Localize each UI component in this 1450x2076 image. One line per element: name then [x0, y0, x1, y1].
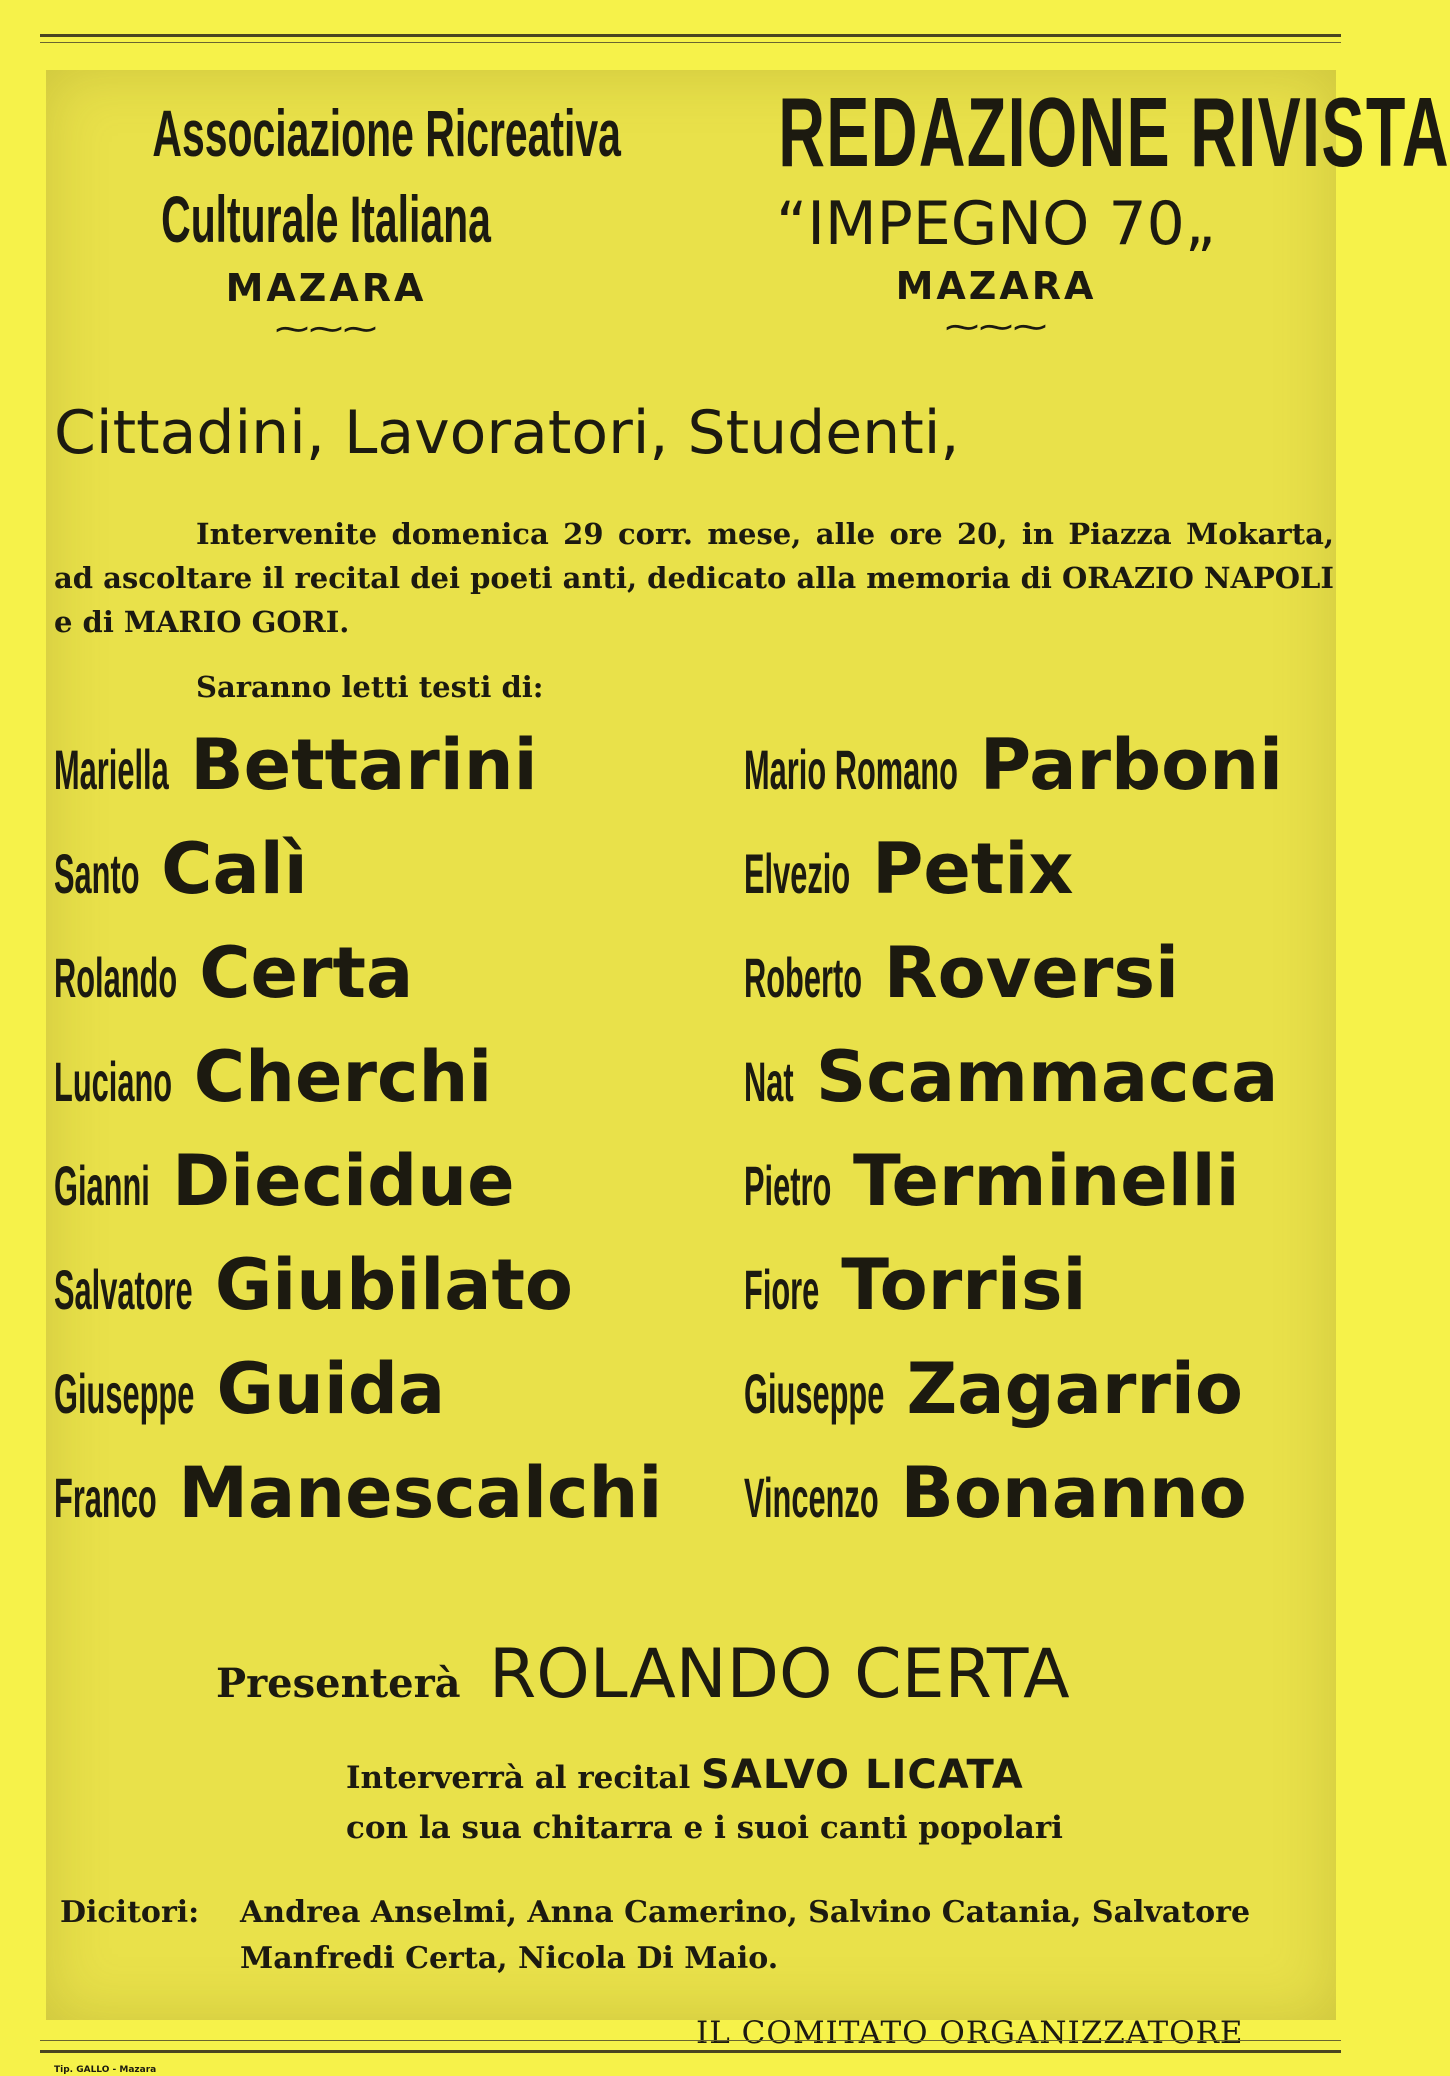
guest-prefix: Interverrà al recital: [346, 1760, 691, 1796]
header-left-line1: Associazione Ricreativa: [152, 96, 621, 170]
dicitori-names: Andrea Anselmi, Anna Camerino, Salvino Catania, Salvatore Manfredi Certa, Nicola Di Maio.: [240, 1895, 1251, 1976]
poet-name: [744, 1032, 1278, 1127]
dicitori-label: Dicitori:: [60, 1895, 200, 1930]
poet-name: [744, 928, 1179, 1023]
poet-last-name: Bettarini: [190, 724, 538, 806]
poet-name: [54, 1240, 573, 1335]
poet-last-name: Certa: [199, 932, 414, 1014]
printer-credit: Tip. GALLO - Mazara: [54, 2065, 157, 2075]
poet-last-name: Diecidue: [172, 1140, 515, 1222]
poet-last-name: Zagarrio: [906, 1348, 1243, 1430]
guest-suffix: con la sua chitarra e i suoi canti popolari: [346, 1810, 1063, 1846]
poet-name: [54, 720, 538, 815]
poet-first-name: Luciano: [54, 1050, 173, 1113]
poet-first-name: Giuseppe: [54, 1362, 195, 1425]
header-left-line2: Culturale Italiana: [161, 182, 491, 256]
poet-row: [54, 1032, 1344, 1132]
poet-first-name: Nat: [744, 1050, 794, 1113]
poet-first-name: Mariella: [54, 738, 169, 801]
poet-name: [54, 824, 308, 919]
swash-ornament-icon: ⁓⁓⁓: [275, 310, 377, 348]
poet-first-name: Elvezio: [744, 842, 851, 905]
bottom-rule-thin: [40, 2040, 1341, 2041]
top-rule: [40, 34, 1341, 37]
guest-block: [346, 1750, 1063, 1853]
bottom-rule: [40, 2050, 1341, 2053]
poet-first-name: Rolando: [54, 946, 178, 1009]
appeal-heading: Cittadini, Lavoratori, Studenti,: [54, 398, 960, 468]
poet-name: [54, 1032, 492, 1127]
poet-name: [54, 1344, 445, 1439]
header-left-city: MAZARA: [225, 266, 427, 310]
poet-name: [744, 720, 1283, 815]
poet-last-name: Parboni: [979, 724, 1284, 806]
poet-first-name: Franco: [54, 1466, 157, 1529]
swash-ornament-icon: ⁓⁓⁓: [945, 308, 1047, 346]
poet-last-name: Torrisi: [841, 1244, 1087, 1326]
invitation-text: Intervenite domenica 29 corr. mese, alle ore 20, in Piazza Mokarta, ad ascoltare il recital dei poeti anti, dedicato alla memoria di ORAZIO NAPOLI e di MARIO GORI.: [54, 517, 1334, 639]
poet-last-name: Roversi: [883, 932, 1179, 1014]
guest-line1: [346, 1750, 1063, 1803]
poet-row: [54, 1240, 1344, 1340]
poet-first-name: Mario Romano: [744, 738, 958, 801]
poet-last-name: Terminelli: [853, 1140, 1240, 1222]
presenter-line: [216, 1635, 1070, 1714]
poet-first-name: Gianni: [54, 1154, 150, 1217]
committee-signature: IL COMITATO ORGANIZZATORE: [696, 2015, 1244, 2051]
poet-row: [54, 928, 1344, 1028]
poet-row: [54, 1344, 1344, 1444]
poet-name: [744, 1136, 1240, 1231]
invitation-paragraph: [54, 512, 1334, 644]
poet-name: [54, 1136, 515, 1231]
header-right: [666, 76, 1450, 346]
header-right-line2: “IMPEGNO 70„: [776, 189, 1216, 259]
poet-name: [54, 928, 413, 1023]
poet-first-name: Pietro: [744, 1154, 832, 1217]
poet-first-name: Vincenzo: [744, 1466, 879, 1529]
poet-last-name: Scammacca: [815, 1036, 1279, 1118]
poet-last-name: Giubilato: [214, 1244, 573, 1326]
poet-row: [54, 720, 1344, 820]
poet-last-name: Calì: [161, 828, 308, 910]
poet-row: [54, 1136, 1344, 1236]
poet-last-name: Petix: [872, 828, 1074, 910]
poet-first-name: Roberto: [744, 946, 863, 1009]
poet-last-name: Manescalchi: [178, 1452, 663, 1534]
readings-intro: Saranno letti testi di:: [196, 670, 544, 704]
poster: [46, 70, 1450, 2075]
header-left: [46, 90, 621, 348]
poet-first-name: Santo: [54, 842, 140, 905]
guest-name: SALVO LICATA: [701, 1752, 1024, 1798]
header-right-line1: REDAZIONE RIVISTA: [778, 77, 1450, 187]
poet-first-name: Giuseppe: [744, 1362, 885, 1425]
poet-first-name: Fiore: [744, 1258, 820, 1321]
top-rule-thin: [40, 42, 1341, 43]
poet-name: [54, 1448, 662, 1543]
poet-row: [54, 824, 1344, 924]
header-right-city: MAZARA: [895, 264, 1097, 308]
poet-last-name: Guida: [216, 1348, 446, 1430]
presenter-label: Presenterà: [216, 1660, 461, 1707]
presenter-name: ROLANDO CERTA: [489, 1635, 1070, 1714]
poet-name: [744, 1240, 1086, 1335]
poet-first-name: Salvatore: [54, 1258, 193, 1321]
poet-name: [744, 1448, 1247, 1543]
poet-row: [54, 1448, 1344, 1548]
poet-last-name: Bonanno: [900, 1452, 1247, 1534]
poet-last-name: Cherchi: [193, 1036, 493, 1118]
poet-name: [744, 824, 1074, 919]
poet-name: [744, 1344, 1243, 1439]
